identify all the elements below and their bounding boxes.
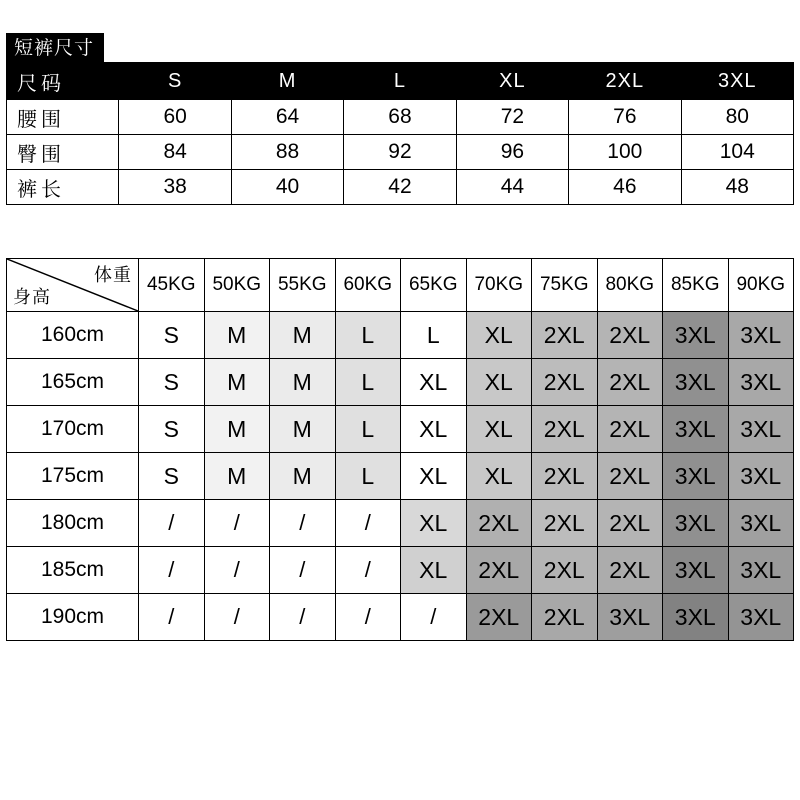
matrix-height-header: 185cm: [7, 547, 139, 594]
size-table-header-xl: XL: [456, 63, 568, 100]
matrix-cell: 2XL: [597, 547, 663, 594]
matrix-cell: M: [270, 406, 336, 453]
matrix-cell: XL: [401, 547, 467, 594]
matrix-cell: 3XL: [728, 359, 794, 406]
size-table-header-row: [7, 63, 794, 100]
matrix-cell: 3XL: [728, 500, 794, 547]
length-m: 40: [231, 170, 343, 205]
matrix-cell: L: [335, 312, 401, 359]
matrix-height-header: 180cm: [7, 500, 139, 547]
matrix-cell: /: [401, 594, 467, 641]
matrix-cell: S: [139, 453, 205, 500]
table-row: [7, 100, 794, 135]
matrix-cell: 2XL: [597, 453, 663, 500]
matrix-cell: 2XL: [532, 453, 598, 500]
matrix-cell: L: [335, 453, 401, 500]
matrix-height-header: 190cm: [7, 594, 139, 641]
matrix-cell: L: [335, 359, 401, 406]
matrix-cell: S: [139, 359, 205, 406]
matrix-cell: 3XL: [663, 594, 729, 641]
waist-3xl: 80: [681, 100, 793, 135]
waist-m: 64: [231, 100, 343, 135]
matrix-cell: 3XL: [728, 594, 794, 641]
matrix-cell: M: [204, 359, 270, 406]
matrix-cell: XL: [466, 312, 532, 359]
matrix-cell: /: [335, 547, 401, 594]
row-label-length: 裤长: [7, 170, 119, 205]
matrix-cell: 3XL: [728, 453, 794, 500]
length-xl: 44: [456, 170, 568, 205]
matrix-weight-header: 60KG: [335, 259, 401, 312]
matrix-cell: /: [270, 594, 336, 641]
matrix-cell: 3XL: [728, 312, 794, 359]
matrix-cell: /: [270, 547, 336, 594]
size-table-header-s: S: [119, 63, 231, 100]
matrix-cell: 2XL: [597, 312, 663, 359]
size-measurements-table: [6, 62, 794, 205]
matrix-cell: /: [270, 500, 336, 547]
matrix-cell: M: [204, 453, 270, 500]
matrix-cell: 2XL: [597, 406, 663, 453]
matrix-cell: /: [335, 594, 401, 641]
corner-height-label: 身高: [13, 287, 51, 307]
matrix-cell: 3XL: [663, 359, 729, 406]
matrix-cell: XL: [466, 406, 532, 453]
matrix-cell: /: [139, 594, 205, 641]
matrix-cell: /: [204, 547, 270, 594]
matrix-cell: XL: [401, 406, 467, 453]
matrix-cell: M: [204, 406, 270, 453]
matrix-weight-header: 90KG: [728, 259, 794, 312]
matrix-weight-header: 75KG: [532, 259, 598, 312]
matrix-weight-header: 80KG: [597, 259, 663, 312]
matrix-cell: /: [139, 547, 205, 594]
matrix-weight-header: 55KG: [270, 259, 336, 312]
matrix-header-row: [7, 259, 794, 312]
matrix-cell: S: [139, 312, 205, 359]
matrix-cell: M: [270, 312, 336, 359]
matrix-cell: M: [270, 359, 336, 406]
matrix-cell: 2XL: [532, 547, 598, 594]
page-title: 短裤尺寸: [6, 33, 104, 65]
matrix-row: [7, 547, 794, 594]
matrix-height-header: 160cm: [7, 312, 139, 359]
matrix-weight-header: 45KG: [139, 259, 205, 312]
matrix-cell: XL: [466, 453, 532, 500]
matrix-cell: /: [335, 500, 401, 547]
hip-xl: 96: [456, 135, 568, 170]
size-table-header-m: M: [231, 63, 343, 100]
matrix-row: [7, 594, 794, 641]
waist-s: 60: [119, 100, 231, 135]
matrix-cell: /: [139, 500, 205, 547]
matrix-cell: 3XL: [728, 547, 794, 594]
size-table-header-3xl: 3XL: [681, 63, 793, 100]
length-3xl: 48: [681, 170, 793, 205]
matrix-cell: 3XL: [663, 453, 729, 500]
matrix-cell: 3XL: [663, 500, 729, 547]
matrix-cell: L: [335, 406, 401, 453]
hip-l: 92: [344, 135, 456, 170]
matrix-cell: XL: [401, 453, 467, 500]
matrix-height-header: 165cm: [7, 359, 139, 406]
hip-s: 84: [119, 135, 231, 170]
size-table-header-2xl: 2XL: [569, 63, 681, 100]
matrix-cell: 3XL: [663, 406, 729, 453]
row-label-hip: 臀围: [7, 135, 119, 170]
matrix-row: [7, 312, 794, 359]
matrix-height-header: 175cm: [7, 453, 139, 500]
size-table-header-label: 尺码: [7, 63, 119, 100]
hip-m: 88: [231, 135, 343, 170]
matrix-corner-cell: [7, 259, 139, 312]
length-2xl: 46: [569, 170, 681, 205]
matrix-weight-header: 50KG: [204, 259, 270, 312]
length-l: 42: [344, 170, 456, 205]
table-row: [7, 135, 794, 170]
matrix-cell: 3XL: [663, 312, 729, 359]
matrix-cell: S: [139, 406, 205, 453]
matrix-cell: /: [204, 500, 270, 547]
matrix-row: [7, 359, 794, 406]
hip-2xl: 100: [569, 135, 681, 170]
waist-l: 68: [344, 100, 456, 135]
size-recommendation-matrix: [6, 258, 794, 641]
matrix-cell: 2XL: [532, 406, 598, 453]
matrix-row: [7, 500, 794, 547]
waist-2xl: 76: [569, 100, 681, 135]
hip-3xl: 104: [681, 135, 793, 170]
matrix-height-header: 170cm: [7, 406, 139, 453]
table-row: [7, 170, 794, 205]
matrix-cell: 2XL: [597, 500, 663, 547]
matrix-cell: L: [401, 312, 467, 359]
matrix-cell: 3XL: [597, 594, 663, 641]
corner-weight-label: 体重: [94, 265, 132, 285]
matrix-cell: 2XL: [532, 500, 598, 547]
matrix-cell: 2XL: [466, 547, 532, 594]
length-s: 38: [119, 170, 231, 205]
waist-xl: 72: [456, 100, 568, 135]
matrix-cell: M: [270, 453, 336, 500]
matrix-weight-header: 85KG: [663, 259, 729, 312]
matrix-cell: 3XL: [728, 406, 794, 453]
size-table-header-l: L: [344, 63, 456, 100]
matrix-row: [7, 453, 794, 500]
matrix-cell: 2XL: [466, 594, 532, 641]
matrix-cell: M: [204, 312, 270, 359]
matrix-weight-header: 70KG: [466, 259, 532, 312]
matrix-cell: /: [204, 594, 270, 641]
matrix-cell: 2XL: [532, 359, 598, 406]
matrix-cell: 2XL: [466, 500, 532, 547]
matrix-cell: 2XL: [532, 594, 598, 641]
row-label-waist: 腰围: [7, 100, 119, 135]
matrix-row: [7, 406, 794, 453]
matrix-cell: 3XL: [663, 547, 729, 594]
matrix-cell: 2XL: [597, 359, 663, 406]
matrix-cell: XL: [401, 500, 467, 547]
matrix-cell: XL: [401, 359, 467, 406]
matrix-weight-header: 65KG: [401, 259, 467, 312]
matrix-cell: XL: [466, 359, 532, 406]
matrix-cell: 2XL: [532, 312, 598, 359]
